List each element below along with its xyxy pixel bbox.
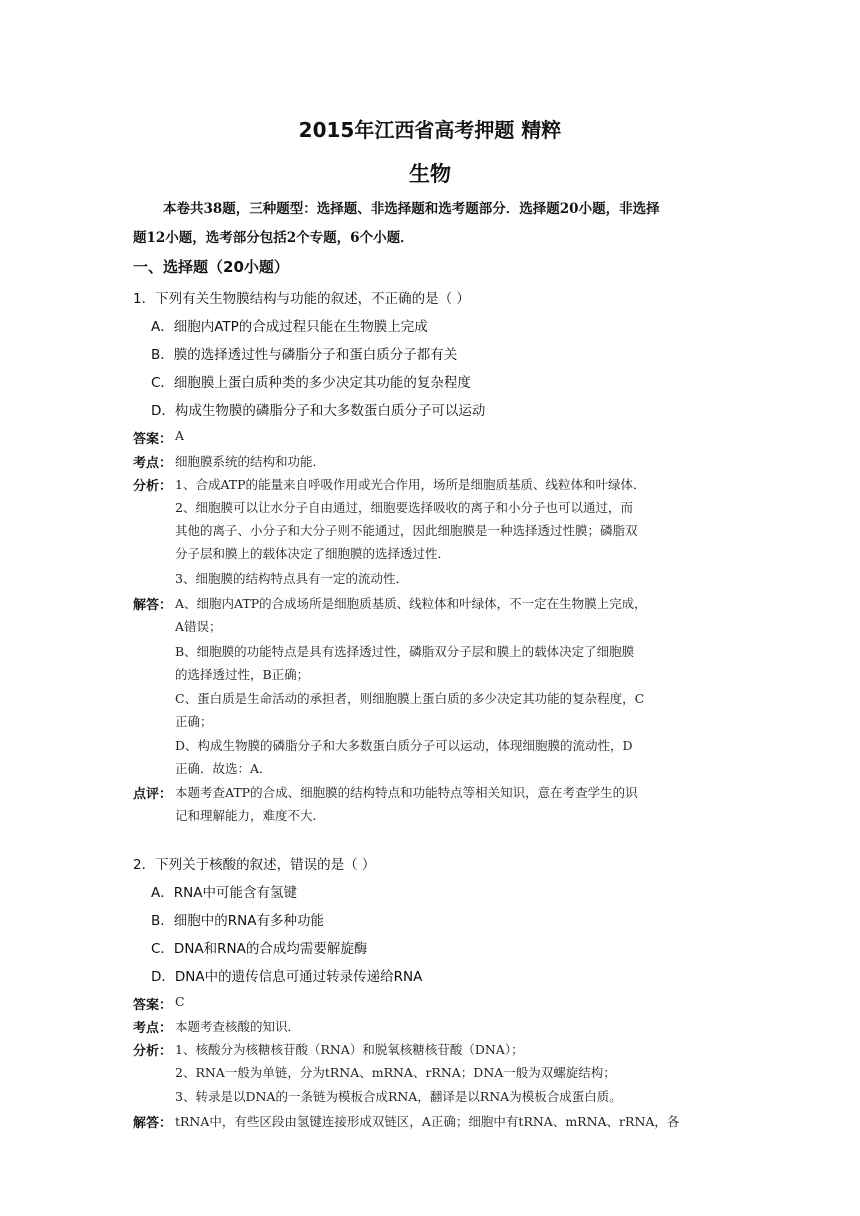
q2-answer-label: 答案：: [133, 998, 173, 1013]
intro-line-1: 本卷共38题，三种题型：选择题、非选择题和选考题部分．选择题20小题，非选择: [163, 201, 660, 217]
q2-solution-line: tRNA中，有些区段由氢键连接形成双链区，A正确；细胞中有tRNA、mRNA、rRNA，各: [175, 1114, 680, 1129]
q1-analysis-line: 分子层和膜上的载体决定了细胞膜的选择透过性．: [175, 546, 451, 561]
q2-option-c: C．DNA和RNA的合成均需要解旋酶: [151, 941, 368, 957]
q1-solution-line: A错误；: [175, 619, 222, 634]
question-1-stem: 1．下列有关生物膜结构与功能的叙述，不正确的是（ ）: [133, 291, 470, 307]
q1-solution-line: C、蛋白质是生命活动的承担者，则细胞膜上蛋白质的多少决定其功能的复杂程度，C: [175, 691, 645, 706]
q1-point: 细胞膜系统的结构和功能．: [175, 454, 326, 469]
q1-solution-line: 正确；: [175, 714, 213, 729]
subject-title: 生物: [409, 162, 451, 186]
q1-analysis-line: 2、细胞膜可以让水分子自由通过，细胞要选择吸收的离子和小分子也可以通过，而: [175, 500, 633, 515]
q2-point: 本题考查核酸的知识．: [175, 1019, 301, 1034]
q1-solution-line: D、构成生物膜的磷脂分子和大多数蛋白质分子可以运动，体现细胞膜的流动性，D: [175, 738, 633, 753]
q1-analysis-label: 分析：: [133, 479, 173, 494]
q1-solution-label: 解答：: [133, 598, 173, 613]
q1-analysis-line: 其他的离子、小分子和大分子则不能通过，因此细胞膜是一种选择透过性膜；磷脂双: [175, 523, 638, 538]
q1-comment-label: 点评：: [133, 787, 173, 802]
q2-option-d: D．DNA中的遗传信息可通过转录传递给RNA: [151, 969, 423, 985]
q2-option-b: B．细胞中的RNA有多种功能: [151, 913, 324, 929]
q1-solution-line: B、细胞膜的功能特点是具有选择透过性，磷脂双分子层和膜上的载体决定了细胞膜: [175, 644, 635, 659]
q1-analysis-line: 3、细胞膜的结构特点具有一定的流动性．: [175, 571, 408, 586]
question-2-stem: 2．下列关于核酸的叙述，错误的是（ ）: [133, 857, 376, 873]
q1-option-c: C．细胞膜上蛋白质种类的多少决定其功能的复杂程度: [151, 375, 471, 391]
intro-line-2: 题12小题，选考部分包括2个专题，6个小题．: [133, 230, 414, 246]
q1-comment-line: 记和理解能力，难度不大．: [175, 808, 326, 823]
q2-analysis-line: 3、转录是以DNA的一条链为模板合成RNA，翻译是以RNA为模板合成蛋白质。: [175, 1089, 622, 1104]
q1-solution-line: 的选择透过性，B正确；: [175, 667, 310, 682]
q1-point-label: 考点：: [133, 456, 173, 471]
q2-analysis-line: 1、核酸分为核糖核苷酸（RNA）和脱氧核糖核苷酸（DNA）；: [175, 1042, 524, 1057]
q1-comment-line: 本题考查ATP的合成、细胞膜的结构特点和功能特点等相关知识，意在考查学生的识: [175, 785, 638, 800]
q2-point-label: 考点：: [133, 1021, 173, 1036]
q1-answer-label: 答案：: [133, 432, 173, 447]
document-title: 2015年江西省高考押题 精粹: [298, 118, 562, 142]
q2-solution-label: 解答：: [133, 1116, 173, 1131]
section-heading: 一、选择题（20小题）: [133, 258, 289, 276]
q2-option-a: A．RNA中可能含有氢键: [151, 885, 297, 901]
q2-analysis-line: 2、RNA一般为单链，分为tRNA、mRNA、rRNA；DNA一般为双螺旋结构；: [175, 1065, 616, 1080]
q2-answer: C: [175, 994, 185, 1009]
q1-option-a: A．细胞内ATP的合成过程只能在生物膜上完成: [151, 319, 428, 335]
q1-solution-line: 正确．故选：A．: [175, 761, 272, 776]
q1-analysis-line: 1、合成ATP的能量来自呼吸作用或光合作用，场所是细胞质基质、线粒体和叶绿体．: [175, 477, 646, 492]
q2-analysis-label: 分析：: [133, 1044, 173, 1059]
q1-answer: A: [175, 428, 185, 443]
q1-option-d: D．构成生物膜的磷脂分子和大多数蛋白质分子可以运动: [151, 403, 486, 419]
q1-option-b: B．膜的选择透过性与磷脂分子和蛋白质分子都有关: [151, 347, 458, 363]
q1-solution-line: A、细胞内ATP的合成场所是细胞质基质、线粒体和叶绿体，不一定在生物膜上完成，: [175, 596, 647, 611]
